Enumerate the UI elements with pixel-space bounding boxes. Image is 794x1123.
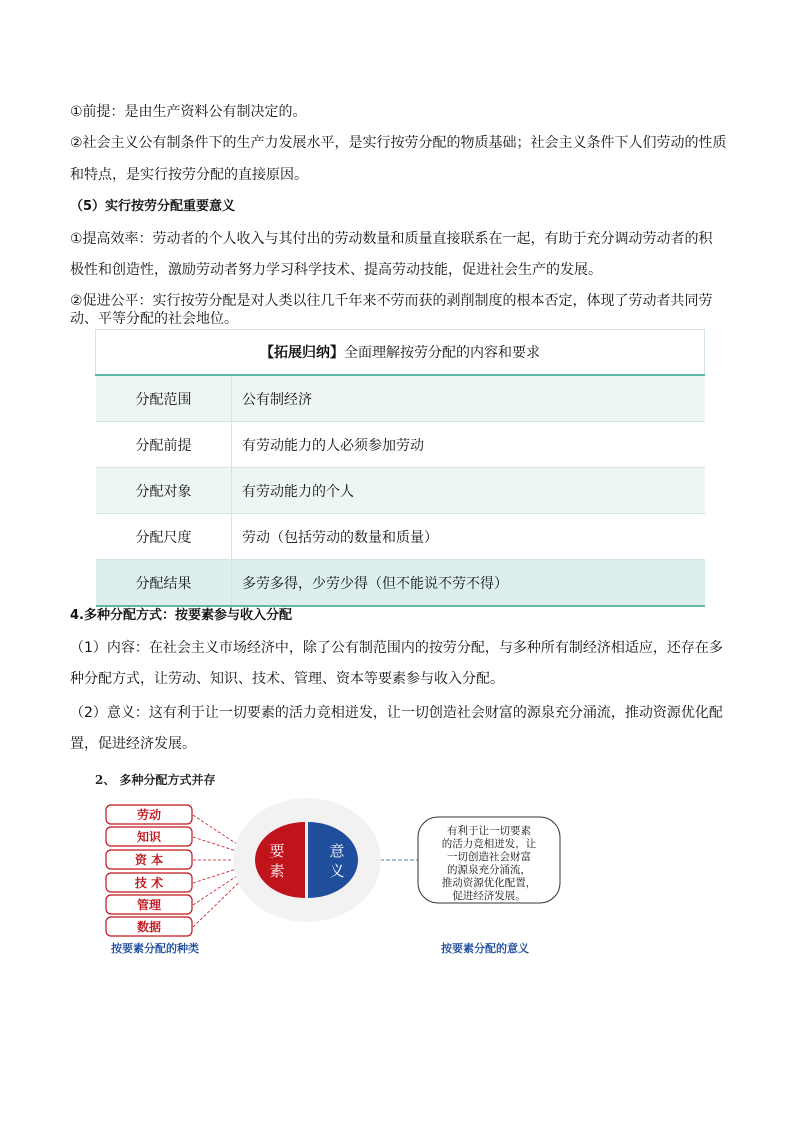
table-title-tag: 【拓展归纳】 [260,345,344,361]
table-key: 分配结果 [96,560,232,607]
significance-paragraph-line2: 置，促进经济发展。 [70,736,196,752]
significance-box [418,817,560,903]
table-value: 有劳动能力的人必须参加劳动 [232,422,705,468]
significance-line-2: 的活力竞相迸发，让 [441,838,537,850]
table-key: 分配尺度 [96,514,232,560]
circle-left-text-2: 素 [269,862,285,880]
table-value: 公有制经济 [232,375,705,422]
significance-line-5: 推动资源优化配置， [441,877,537,889]
factor-management: 管理 [136,898,162,912]
circle-right-text-2: 义 [329,862,345,880]
circle-right-text-1: 意 [329,842,345,860]
efficiency-paragraph-line1: ①提高效率：劳动者的个人收入与其付出的劳动数量和质量直接联系在一起，有助于充分调动劳动者的积 [70,231,713,247]
table-key: 分配对象 [96,468,232,514]
section-5-heading: （5）实行按劳分配重要意义 [70,199,236,214]
significance-line-3: 一切创造社会财富 [447,851,531,863]
efficiency-paragraph-line2: 极性和创造性，激励劳动者努力学习科学技术、提高劳动技能，促进社会生产的发展。 [70,262,602,278]
significance-paragraph-line1: （2）意义：这有利于让一切要素的活力竞相迸发，让一切创造社会财富的源泉充分涌流，推动资源优化配 [70,705,723,721]
caption-right: 按要素分配的意义 [441,942,529,955]
factor-capital: 资 本 [134,853,164,867]
significance-line-4: 的源泉充分涌流， [447,864,531,876]
factor-boxes [106,805,192,936]
circle-left-text-1: 要 [269,842,285,860]
reason-paragraph-line1: ②社会主义公有制条件下的生产力发展水平，是实行按劳分配的物质基础；社会主义条件下人们劳动的性质 [70,135,727,151]
table-value: 劳动（包括劳动的数量和质量） [232,514,705,560]
premise-paragraph: ①前提：是由生产资料公有制决定的。 [70,104,307,120]
table-key: 分配前提 [96,422,232,468]
fairness-paragraph-line1: ②促进公平：实行按劳分配是对人类以往几千年来不劳而获的剥削制度的根本否定，体现了劳动者共同劳 [70,293,713,309]
table-key: 分配范围 [96,375,232,422]
table-value: 有劳动能力的个人 [232,468,705,514]
table-title-text: 全面理解按劳分配的内容和要求 [344,345,540,361]
content-paragraph-line2: 种分配方式，让劳动、知识、技术、管理、资本等要素参与收入分配。 [70,671,504,687]
reason-paragraph-line2: 和特点，是实行按劳分配的直接原因。 [70,167,308,183]
section-4-heading: 4.多种分配方式：按要素参与收入分配 [70,608,292,623]
factor-data: 数据 [136,920,162,934]
content-paragraph-line1: （1）内容：在社会主义市场经济中，除了公有制范围内的按劳分配，与多种所有制经济相适应，还存在多 [70,640,723,656]
significance-line-1: 有利于让一切要素 [447,825,531,837]
factor-knowledge: 知识 [136,830,162,844]
caption-left: 按要素分配的种类 [111,942,199,955]
significance-line-6: 促进经济发展。 [452,890,526,902]
factor-significance-circle [233,798,381,922]
factor-technology: 技 术 [134,876,164,890]
table-value: 多劳多得，少劳少得（但不能说不劳不得） [232,560,705,607]
fairness-paragraph-line2: 动、平等分配的社会地位。 [70,311,238,327]
factor-labor: 劳动 [136,808,162,822]
diagram-title: 2、 多种分配方式并存 [95,773,216,787]
